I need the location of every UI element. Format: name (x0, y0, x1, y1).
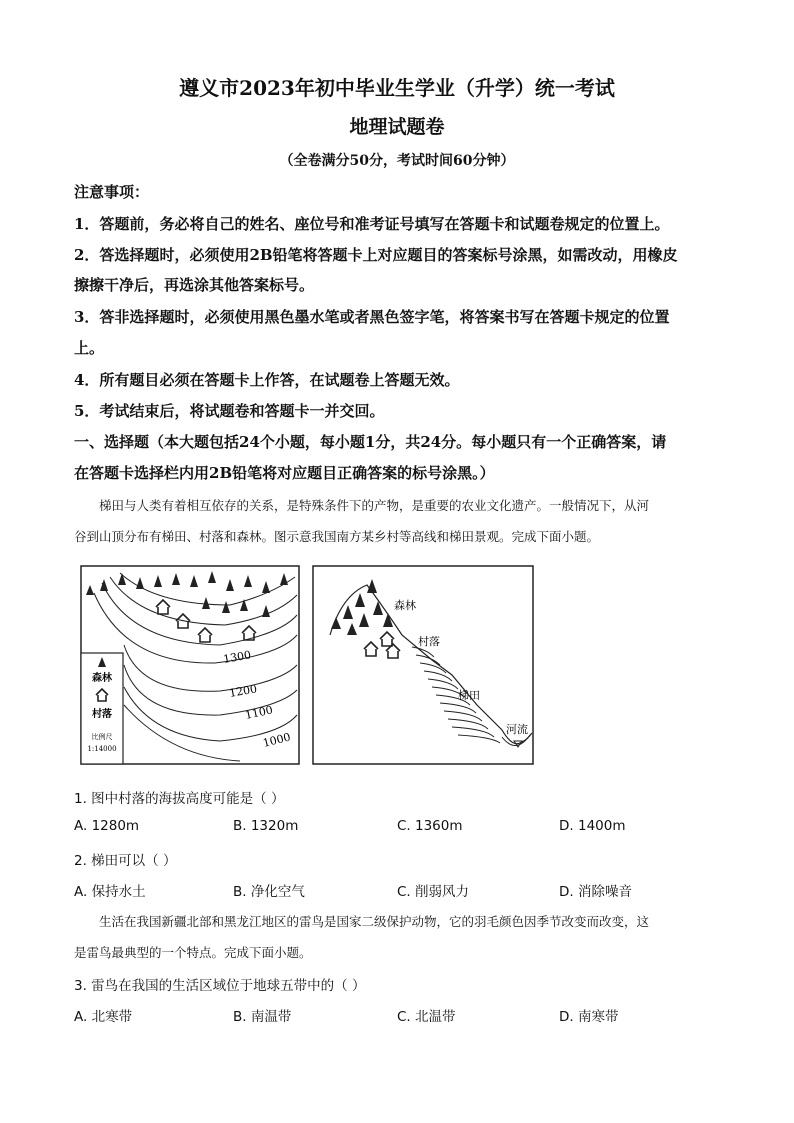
exam-subtitle: 地理试题卷 (349, 116, 445, 138)
notice-line: 3．答非选择题时，必须使用黑色墨水笔或者黑色签字笔，将答案书写在答题卡规定的位置 (74, 308, 670, 326)
option-c: C. 北温带 (397, 1009, 456, 1025)
exam-note: （全卷满分50分，考试时间60分钟） (279, 153, 515, 169)
notice-line: 5．考试结束后，将试题卷和答题卡一并交回。 (74, 402, 385, 420)
question-stem: 1. 图中村落的海拔高度可能是（ ） (74, 791, 285, 807)
section-heading: 一、选择题（本大题包括24个小题，每小题1分，共24分。每小题只有一个正确答案，请 (74, 433, 667, 451)
option-a: A. 1280m (74, 818, 140, 834)
option-a: A. 保持水土 (74, 884, 146, 900)
profile-label-forest: 森林 (394, 599, 416, 612)
scale-value: 1:14000 (87, 745, 117, 753)
profile-frame (313, 566, 533, 764)
notice-line: 上。 (74, 339, 105, 357)
contour-label-1100: 1100 (243, 703, 275, 722)
contour-label-1000: 1000 (261, 730, 292, 750)
legend-forest: 森林 (92, 673, 112, 684)
scale-label: 比例尺 (91, 733, 113, 741)
question-stem: 2. 梯田可以（ ） (74, 853, 177, 869)
option-d: D. 消除噪音 (559, 884, 632, 900)
passage-line: 生活在我国新疆北部和黑龙江地区的雷鸟是国家二级保护动物，它的羽毛颜色因季节改变而改变，这 (99, 914, 650, 929)
profile-label-village: 村落 (418, 635, 440, 648)
section-heading: 在答题卡选择栏内用2B铅笔将对应题目正确答案的标号涂黑。） (74, 464, 495, 482)
passage-line: 谷到山顶分布有梯田、村落和森林。图示意我国南方某乡村等高线和梯田景观。完成下面小题。 (74, 529, 600, 544)
notice-heading: 注意事项： (74, 183, 150, 201)
option-a: A. 北寒带 (74, 1009, 133, 1025)
profile-label-terrace: 梯田 (458, 689, 480, 702)
contour-label-1300: 1300 (222, 648, 253, 666)
contour-label-1200: 1200 (228, 682, 259, 700)
option-c: C. 1360m (397, 818, 463, 834)
question-stem: 3. 雷鸟在我国的生活区域位于地球五带中的（ ） (74, 978, 366, 994)
legend-village: 村落 (92, 709, 112, 720)
option-c: C. 削弱风力 (397, 884, 470, 900)
notice-line: 1．答题前，务必将自己的姓名、座位号和准考证号填写在答题卡和试题卷规定的位置上。 (74, 215, 670, 233)
notice-line: 2．答选择题时，必须使用2B铅笔将答题卡上对应题目的答案标号涂黑，如需改动，用橡皮 (74, 246, 678, 264)
option-b: B. 净化空气 (233, 884, 305, 900)
notice-line: 4．所有题目必须在答题卡上作答，在试题卷上答题无效。 (74, 371, 460, 389)
contour-map (80, 565, 300, 765)
notice-line: 擦擦干净后，再选涂其他答案标号。 (74, 276, 315, 294)
profile-label-river: 河流 (506, 723, 528, 736)
option-b: B. 南温带 (233, 1009, 292, 1025)
option-d: D. 1400m (559, 818, 626, 834)
option-b: B. 1320m (233, 818, 299, 834)
option-d: D. 南寒带 (559, 1009, 619, 1025)
passage-line: 是雷鸟最典型的一个特点。完成下面小题。 (74, 945, 312, 960)
exam-title: 遵义市2023年初中毕业生学业（升学）统一考试 (179, 76, 615, 100)
passage-line: 梯田与人类有着相互依存的关系，是特殊条件下的产物，是重要的农业文化遗产。一般情况下，从河 (99, 498, 650, 513)
terrace-profile (312, 565, 534, 765)
